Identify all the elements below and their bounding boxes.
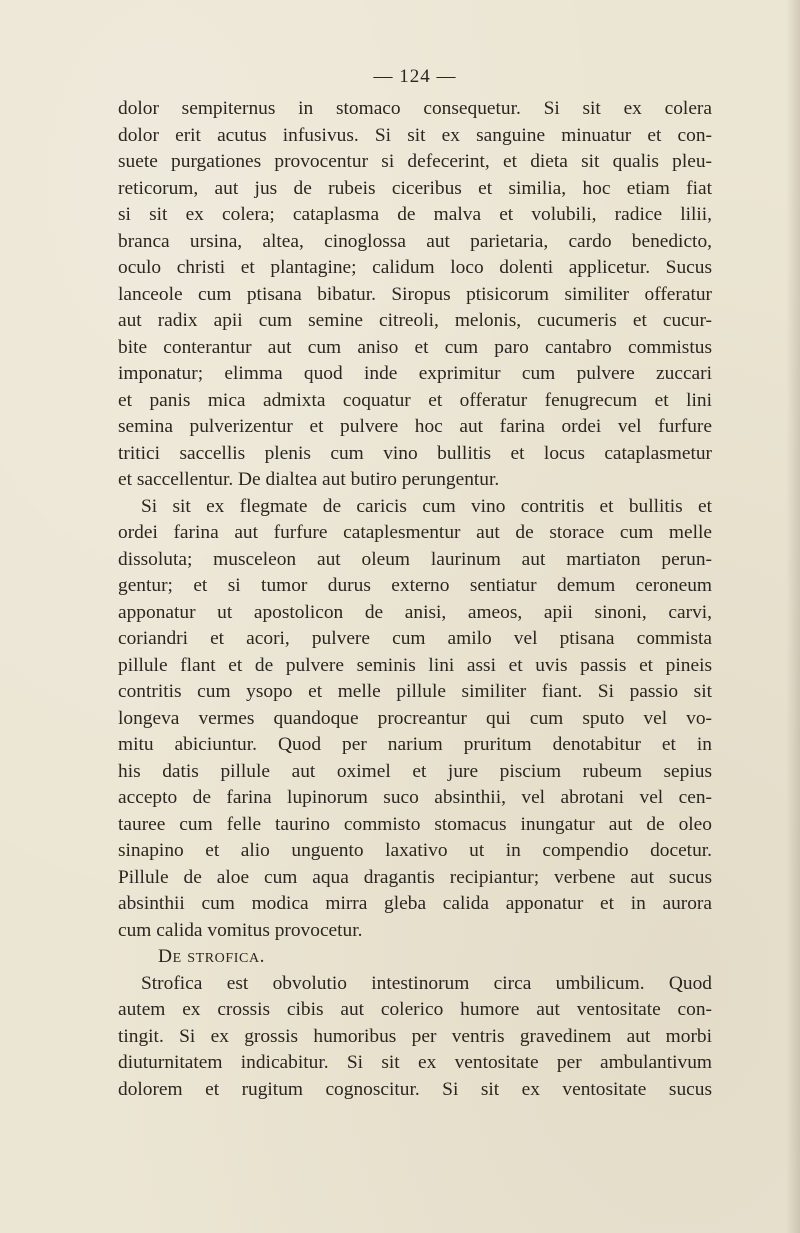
text-line: apponatur ut apostolicon de anisi, ameos, apii sinoni, carvi, — [118, 601, 712, 623]
text-line: Pillule de aloe cum aqua dragantis recipiantur; verbene aut sucus — [118, 866, 712, 888]
text-line: aut radix apii cum semine citreoli, melonis, cucumeris et cucur- — [118, 310, 712, 331]
text-line: longeva vermes quandoque procreantur qui cum sputo vel vo- — [118, 707, 712, 729]
text-line: oculo christi et plantagine; calidum loco dolenti applicetur. Sucus — [118, 257, 712, 278]
page-number: — 124 — — [373, 66, 457, 87]
text-line: mitu abiciuntur. Quod per narium pruritum denotabitur et in — [118, 734, 712, 755]
text-line: cum calida vomitus provocetur. — [118, 919, 363, 941]
text-line: semina pulverizentur et pulvere hoc aut farina ordei vel furfure — [118, 416, 712, 437]
text-line: bite conterantur aut cum aniso et cum paro cantabro commistus — [118, 336, 712, 358]
text-line: et saccellentur. De dialtea aut butiro perungentur. — [118, 469, 500, 490]
text-line: dolor sempiternus in stomaco consequetur. Si sit ex colera — [118, 98, 712, 119]
text-line: lanceole cum ptisana bibatur. Siropus ptisicorum similiter offeratur — [118, 283, 712, 305]
text-line: diuturnitatem indicabitur. Si sit ex ventositate per ambulantivum — [118, 1052, 712, 1073]
text-line: Si sit ex flegmate de caricis cum vino contritis et bullitis et — [141, 495, 712, 517]
text-line: dolorem et rugitum cognoscitur. Si sit ex ventositate sucus — [118, 1078, 712, 1100]
text-line: et panis mica admixta coquatur et offeratur fenugrecum et lini — [118, 389, 712, 411]
text-line: tauree cum felle taurino commisto stomacus inungatur aut de oleo — [118, 813, 712, 835]
page-edge-shadow — [786, 0, 800, 1233]
text-line: dissoluta; musceleon aut oleum laurinum aut martiaton perun- — [118, 548, 712, 570]
text-line: tingit. Si ex grossis humoribus per ventris gravedinem aut morbi — [118, 1025, 712, 1047]
text-line: ordei farina aut furfure cataplesmentur aut de storace cum melle — [118, 522, 712, 543]
text-line: dolor erit acutus infusivus. Si sit ex sanguine minuatur et con- — [118, 124, 712, 146]
text-line: branca ursina, altea, cinoglossa aut parietaria, cardo benedicto, — [118, 230, 712, 252]
text-line: his datis pillule aut oximel et jure piscium rubeum sepius — [118, 760, 712, 782]
text-line: contritis cum ysopo et melle pillule similiter fiant. Si passio sit — [118, 681, 712, 702]
text-line: Strofica est obvolutio intestinorum circa umbilicum. Quod — [141, 972, 712, 994]
text-line: accepto de farina lupinorum suco absinthii, vel abrotani vel cen- — [118, 787, 712, 808]
text-line: gentur; et si tumor durus externo sentiatur demum ceroneum — [118, 575, 712, 596]
text-line: autem ex crossis cibis aut colerico humore aut ventositate con- — [118, 999, 712, 1020]
text-line: sinapino et alio unguento laxativo ut in compendio docetur. — [118, 840, 712, 861]
text-line: pillule flant et de pulvere seminis lini assi et uvis passis et pineis — [118, 654, 712, 676]
section-heading: De strofica. — [158, 946, 266, 967]
text-line: coriandri et acori, pulvere cum amilo vel ptisana commista — [118, 628, 712, 649]
text-line: tritici saccellis plenis cum vino bullitis et locus cataplasmetur — [118, 442, 712, 464]
text-line: absinthii cum modica mirra gleba calida apponatur et in aurora — [118, 893, 712, 914]
text-line: reticorum, aut jus de rubeis ciceribus et similia, hoc etiam fiat — [118, 177, 712, 199]
body-text — [118, 96, 712, 1103]
text-line: imponatur; elimma quod inde exprimitur cum pulvere zuccari — [118, 363, 712, 384]
text-line: suete purgationes provocentur si defecerint, et dieta sit qualis pleu- — [118, 151, 712, 172]
text-line: si sit ex colera; cataplasma de malva et volubili, radice lilii, — [118, 204, 712, 225]
